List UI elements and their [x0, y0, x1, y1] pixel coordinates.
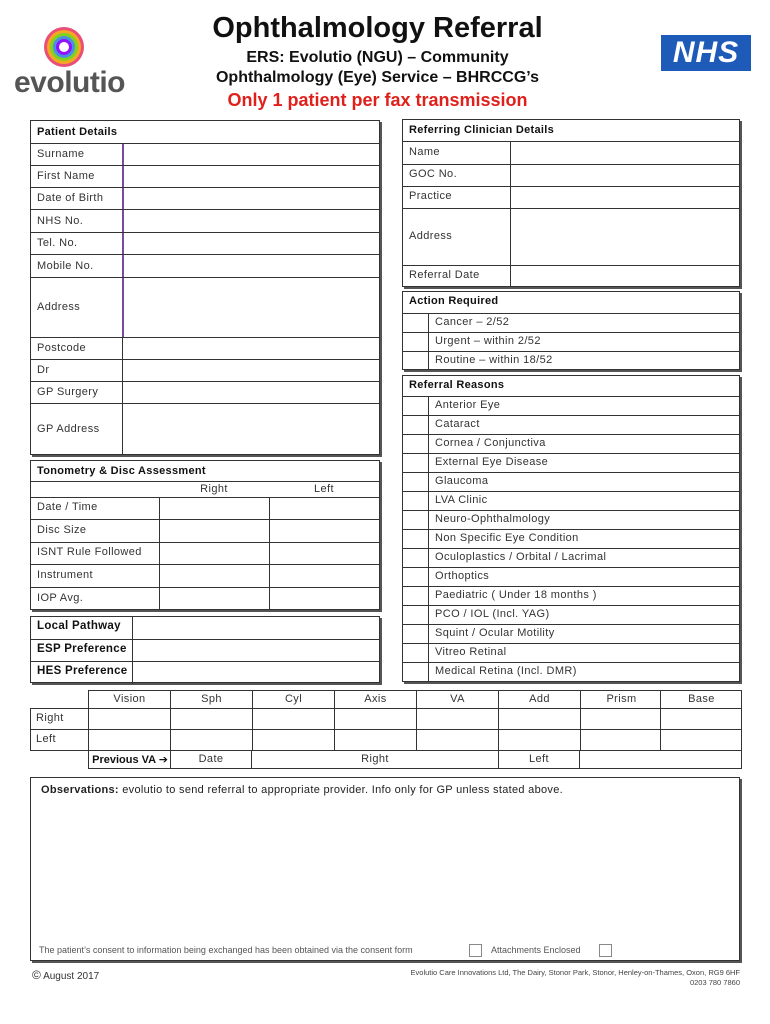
- reasons-item: [403, 586, 739, 605]
- clinician-field-row: [403, 141, 739, 164]
- tonometry-title: Tonometry & Disc Assessment: [37, 465, 206, 477]
- tonometry-row: [31, 519, 379, 542]
- patient-field-input[interactable]: [122, 404, 379, 455]
- clinician-field-row: [403, 208, 739, 265]
- patient-field-label: Dr: [37, 364, 50, 376]
- reasons-checkbox[interactable]: [403, 568, 429, 586]
- reasons-item: [403, 605, 739, 624]
- patient-field-input[interactable]: [122, 255, 379, 277]
- reasons-checkbox[interactable]: [403, 492, 429, 510]
- action-item: [403, 351, 739, 370]
- referral-reasons-title: Referral Reasons: [409, 379, 505, 391]
- patient-field-row: [31, 381, 379, 403]
- action-checkbox[interactable]: [403, 314, 429, 332]
- reasons-label: Orthoptics: [435, 570, 490, 582]
- patient-field-row: [31, 337, 379, 359]
- patient-field-label: First Name: [37, 170, 95, 182]
- patient-field-row: [31, 232, 379, 254]
- patient-details-panel: [30, 120, 380, 455]
- tonometry-row-label: Date / Time: [37, 501, 98, 513]
- clinician-field-row: [403, 186, 739, 208]
- refraction-col-header: Base: [660, 690, 742, 709]
- patient-field-row: [31, 165, 379, 187]
- patient-field-input[interactable]: [122, 166, 379, 187]
- consent-checkbox[interactable]: [469, 944, 482, 957]
- tonometry-row: [31, 564, 379, 587]
- patient-field-row: [31, 187, 379, 209]
- reasons-label: Neuro-Ophthalmology: [435, 513, 551, 525]
- refraction-cell[interactable]: [88, 729, 170, 751]
- previous-va-label: Previous VA ➔: [92, 754, 168, 766]
- reasons-item: [403, 510, 739, 529]
- reasons-label: Squint / Ocular Motility: [435, 627, 555, 639]
- page-subtitle-2: Ophthalmology (Eye) Service – BHRCCG’s: [215, 69, 540, 86]
- reasons-checkbox[interactable]: [403, 454, 429, 472]
- refraction-cell[interactable]: [88, 708, 170, 730]
- clinician-field-label: Name: [409, 146, 440, 158]
- refraction-col-header: Add: [498, 690, 580, 709]
- patient-field-input[interactable]: [122, 278, 379, 337]
- footer-address: Evolutio Care Innovations Ltd, The Dairy, Stonor Park, Stonor, Henley-on-Thames, Oxon, RG9 6HF: [410, 968, 740, 977]
- clinician-details-title: Referring Clinician Details: [409, 124, 555, 136]
- patient-field-label: Tel. No.: [37, 237, 78, 249]
- reasons-label: Medical Retina (Incl. DMR): [435, 665, 577, 677]
- clinician-field-label: Practice: [409, 190, 452, 202]
- clinician-details-panel: [402, 119, 740, 287]
- clinician-field-input[interactable]: [510, 266, 739, 287]
- attachments-text: Attachments Enclosed: [491, 945, 581, 955]
- refraction-cell[interactable]: [170, 708, 252, 730]
- refraction-cell[interactable]: [498, 729, 580, 751]
- nhs-logo-text: NHS: [672, 36, 740, 69]
- reasons-checkbox[interactable]: [403, 397, 429, 415]
- tonometry-row: [31, 497, 379, 519]
- action-label: Routine – within 18/52: [435, 354, 553, 366]
- pathway-row: [31, 617, 379, 639]
- reasons-checkbox[interactable]: [403, 473, 429, 491]
- patient-field-input[interactable]: [122, 144, 379, 165]
- page-subtitle-1: ERS: Evolutio (NGU) – Community: [246, 49, 509, 66]
- refraction-col-header: Sph: [170, 690, 252, 709]
- refraction-col-header: Vision: [88, 690, 170, 709]
- reasons-label: PCO / IOL (Incl. YAG): [435, 608, 550, 620]
- patient-field-row: [31, 277, 379, 337]
- refraction-cell[interactable]: [252, 729, 334, 751]
- patient-field-row: [31, 209, 379, 232]
- patient-field-input[interactable]: [122, 210, 379, 232]
- reasons-checkbox[interactable]: [403, 625, 429, 643]
- reasons-label: External Eye Disease: [435, 456, 549, 468]
- patient-field-input[interactable]: [122, 188, 379, 209]
- observations-label: Observations:: [41, 784, 119, 796]
- refraction-cell[interactable]: [416, 729, 498, 751]
- pathway-input[interactable]: [132, 662, 379, 684]
- evolutio-logo: [14, 22, 134, 102]
- footer-date-text: August 2017: [43, 971, 100, 982]
- pathway-row: [31, 639, 379, 661]
- reasons-item: [403, 453, 739, 472]
- reasons-checkbox[interactable]: [403, 416, 429, 434]
- action-required-panel: [402, 291, 740, 370]
- refraction-cell[interactable]: [170, 729, 252, 751]
- reasons-checkbox[interactable]: [403, 435, 429, 453]
- refraction-cell[interactable]: [252, 708, 334, 730]
- reasons-label: Paediatric ( Under 18 months ): [435, 589, 597, 601]
- tonometry-row: [31, 587, 379, 610]
- refraction-col-header: Prism: [580, 690, 662, 709]
- reasons-item: [403, 567, 739, 586]
- clinician-field-label: Address: [409, 230, 453, 242]
- reasons-checkbox[interactable]: [403, 587, 429, 605]
- reasons-label: Oculoplastics / Orbital / Lacrimal: [435, 551, 607, 563]
- patient-field-label: Mobile No.: [37, 260, 94, 272]
- reasons-checkbox[interactable]: [403, 549, 429, 567]
- nhs-logo: [661, 35, 751, 71]
- tonometry-right-header: Right: [200, 483, 228, 495]
- tonometry-left-input[interactable]: [269, 543, 379, 564]
- refraction-col-header: Axis: [334, 690, 416, 709]
- patient-field-input[interactable]: [122, 382, 379, 403]
- pathway-row: [31, 661, 379, 683]
- refraction-cell[interactable]: [334, 729, 416, 751]
- action-required-title: Action Required: [409, 295, 499, 307]
- tonometry-row-label: ISNT Rule Followed: [37, 546, 142, 558]
- reasons-item: [403, 434, 739, 453]
- footer-date: [32, 968, 99, 982]
- patient-field-label: Address: [37, 301, 81, 313]
- refraction-row-label: Right: [36, 712, 64, 724]
- patient-field-label: Surname: [37, 148, 85, 160]
- attachments-checkbox[interactable]: [599, 944, 612, 957]
- reasons-checkbox[interactable]: [403, 511, 429, 529]
- clinician-field-input[interactable]: [510, 142, 739, 164]
- patient-field-input[interactable]: [122, 338, 379, 359]
- refraction-cell[interactable]: [660, 708, 742, 730]
- clinician-field-label: Referral Date: [409, 269, 480, 281]
- previous-va-left-label: Left: [498, 750, 580, 769]
- observations-text: [41, 784, 563, 796]
- patient-field-label: NHS No.: [37, 215, 84, 227]
- reasons-label: Vitreo Retinal: [435, 646, 507, 658]
- reasons-item: [403, 643, 739, 662]
- refraction-cell[interactable]: [580, 708, 662, 730]
- referral-reasons-panel: [402, 375, 740, 682]
- patient-field-input[interactable]: [122, 233, 379, 254]
- patient-field-label: Postcode: [37, 342, 87, 354]
- action-checkbox[interactable]: [403, 352, 429, 370]
- reasons-label: LVA Clinic: [435, 494, 488, 506]
- tonometry-row-label: Instrument: [37, 569, 93, 581]
- copyright-icon: ©: [32, 968, 41, 982]
- action-label: Cancer – 2/52: [435, 316, 510, 328]
- action-item: [403, 313, 739, 332]
- previous-va-right-label: Right: [361, 753, 389, 765]
- patient-field-row: [31, 254, 379, 277]
- tonometry-left-header: Left: [314, 483, 334, 495]
- reasons-item: [403, 472, 739, 491]
- tonometry-right-input[interactable]: [159, 520, 269, 542]
- reasons-checkbox[interactable]: [403, 663, 429, 681]
- fax-warning: Only 1 patient per fax transmission: [227, 90, 528, 110]
- tonometry-right-input[interactable]: [159, 543, 269, 564]
- patient-field-label: Date of Birth: [37, 192, 104, 204]
- action-checkbox[interactable]: [403, 333, 429, 351]
- refraction-table: [30, 690, 742, 770]
- pathway-panel: [30, 616, 380, 683]
- patient-field-label: GP Surgery: [37, 386, 99, 398]
- patient-details-title: Patient Details: [37, 126, 118, 138]
- refraction-row-label: Left: [36, 733, 56, 745]
- patient-field-row: [31, 403, 379, 455]
- pathway-input[interactable]: [132, 640, 379, 662]
- tonometry-right-input[interactable]: [159, 498, 269, 519]
- tonometry-row: [31, 542, 379, 564]
- action-label: Urgent – within 2/52: [435, 335, 541, 347]
- refraction-cell[interactable]: [498, 708, 580, 730]
- reasons-label: Glaucoma: [435, 475, 489, 487]
- reasons-item: [403, 396, 739, 415]
- observations-panel: [30, 777, 740, 961]
- reasons-checkbox[interactable]: [403, 530, 429, 548]
- reasons-item: [403, 529, 739, 548]
- tonometry-right-input[interactable]: [159, 588, 269, 610]
- consent-text: The patient’s consent to information being exchanged has been obtained via the consent form: [39, 945, 413, 955]
- clinician-field-input[interactable]: [510, 209, 739, 265]
- tonometry-col-headers: [31, 481, 379, 497]
- refraction-cell[interactable]: [334, 708, 416, 730]
- pathway-label: ESP Preference: [37, 643, 127, 655]
- tonometry-panel: [30, 460, 380, 610]
- previous-va-date-label: Date: [170, 750, 252, 769]
- reasons-checkbox[interactable]: [403, 606, 429, 624]
- tonometry-right-input[interactable]: [159, 565, 269, 587]
- refraction-cell[interactable]: [580, 729, 662, 751]
- action-item: [403, 332, 739, 351]
- refraction-cell[interactable]: [660, 729, 742, 751]
- patient-field-row: [31, 359, 379, 381]
- tonometry-left-input[interactable]: [269, 588, 379, 610]
- reasons-item: [403, 624, 739, 643]
- patient-field-label: GP Address: [37, 423, 100, 435]
- reasons-checkbox[interactable]: [403, 644, 429, 662]
- previous-va-left-input[interactable]: [580, 750, 742, 769]
- tonometry-left-input[interactable]: [269, 498, 379, 519]
- clinician-field-row: [403, 164, 739, 186]
- tonometry-row-label: IOP Avg.: [37, 592, 84, 604]
- refraction-col-header: Cyl: [252, 690, 334, 709]
- footer-phone: 0203 780 7860: [689, 978, 740, 987]
- reasons-item: [403, 662, 739, 681]
- reasons-label: Cornea / Conjunctiva: [435, 437, 546, 449]
- observations-body: evolutio to send referral to appropriate provider. Info only for GP unless stated above.: [118, 784, 564, 796]
- page-title: Ophthalmology Referral: [212, 12, 543, 44]
- logo-text: evolutio: [14, 66, 126, 99]
- patient-field-row: [31, 143, 379, 165]
- reasons-item: [403, 491, 739, 510]
- reasons-item: [403, 548, 739, 567]
- pathway-input[interactable]: [132, 617, 379, 639]
- clinician-field-row: [403, 265, 739, 287]
- reasons-label: Anterior Eye: [435, 399, 501, 411]
- patient-field-input[interactable]: [122, 360, 379, 381]
- clinician-field-input[interactable]: [510, 187, 739, 208]
- reasons-label: Cataract: [435, 418, 480, 430]
- refraction-cell[interactable]: [416, 708, 498, 730]
- clinician-field-label: GOC No.: [409, 168, 458, 180]
- clinician-field-input[interactable]: [510, 165, 739, 186]
- reasons-item: [403, 415, 739, 434]
- refraction-col-header: VA: [416, 690, 498, 709]
- pathway-label: Local Pathway: [37, 620, 121, 632]
- tonometry-row-label: Disc Size: [37, 524, 87, 536]
- reasons-label: Non Specific Eye Condition: [435, 532, 579, 544]
- pathway-label: HES Preference: [37, 665, 128, 677]
- tonometry-left-input[interactable]: [269, 520, 379, 542]
- tonometry-left-input[interactable]: [269, 565, 379, 587]
